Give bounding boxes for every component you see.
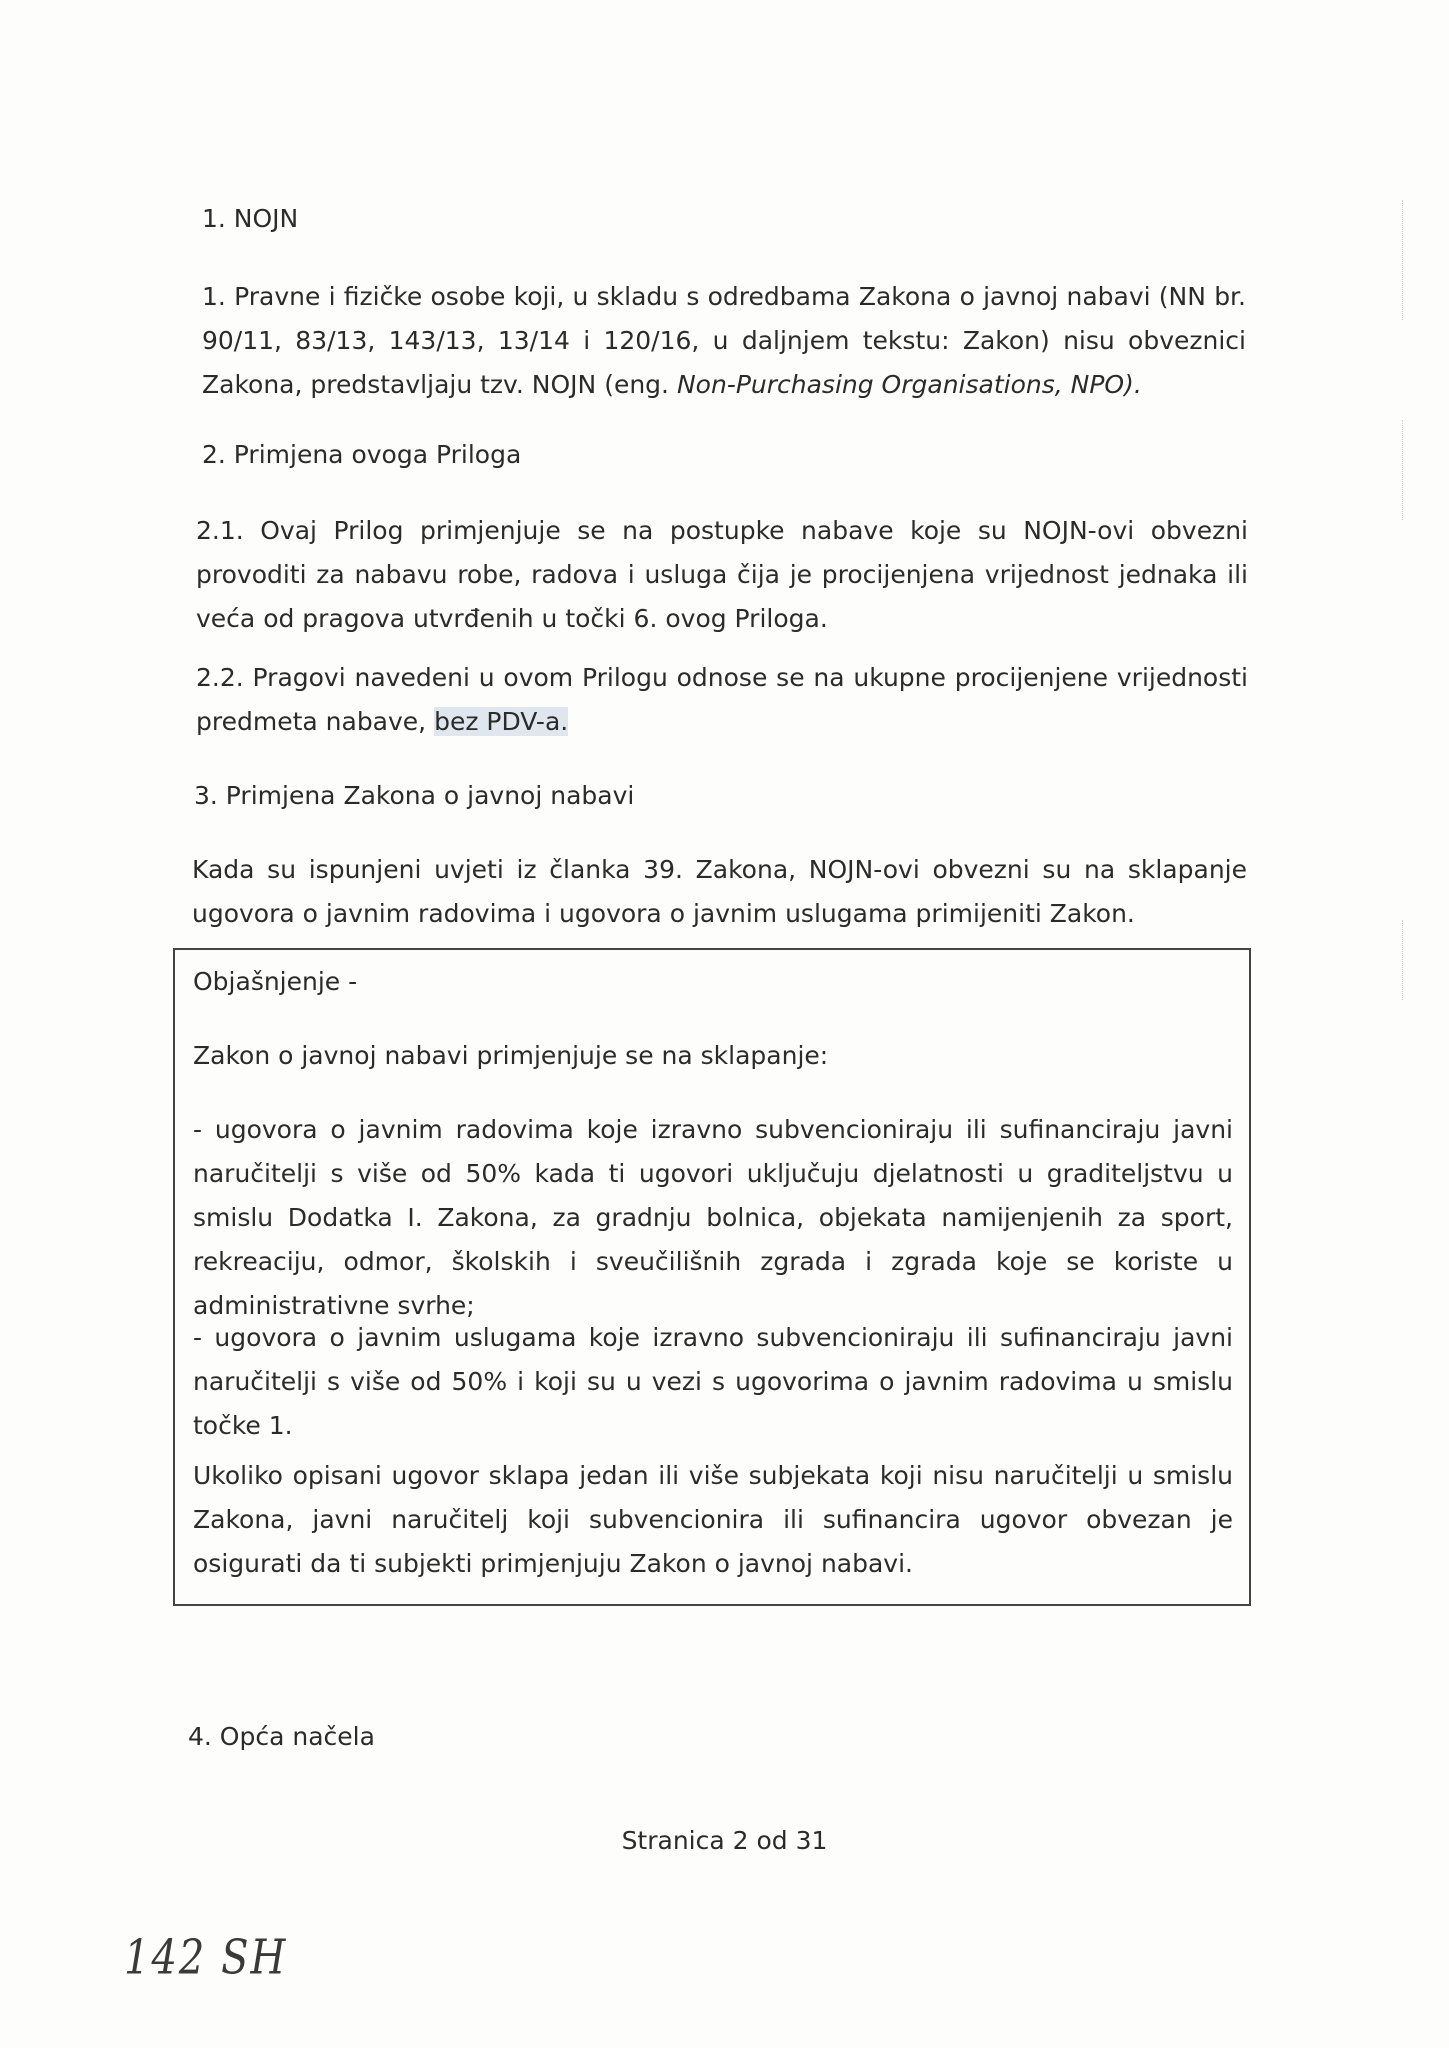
explanation-title: Objašnjenje -: [193, 967, 358, 996]
section-4-heading: 4. Opća načela: [188, 1722, 375, 1751]
page-footer: Stranica 2 od 31: [621, 1826, 828, 1855]
explanation-item-1: - ugovora o javnim radovima koje izravno subvencioniraju ili sufinanciraju javni naručitelji s više od 50% kada ti ugovori uključuju djelatnosti u graditeljstvu u smislu Dodatka I. Zakona, za gradnju bolnica, objekata namijenjenih za sport, rekreaciju, odmor, školskih i sveučilišnih zgrada i zgrada koje se koriste u administrativne svrhe;: [193, 1115, 1233, 1320]
explanation-intro: Zakon o javnoj nabavi primjenjuje se na sklapanje:: [193, 1041, 829, 1070]
explanation-item-2: - ugovora o javnim uslugama koje izravno subvencioniraju ili sufinanciraju javni naručitelji s više od 50% i koji su u vezi s ugovorima o javnim radovima u smislu točke 1.: [193, 1323, 1233, 1440]
section-1-heading: 1. NOJN: [202, 204, 299, 233]
scan-artifact: [1402, 200, 1409, 320]
paragraph-2-1: 2.1. Ovaj Prilog primjenjuje se na postupke nabave koje su NOJN-ovi obvezni provoditi za nabavu robe, radova i usluga čija je procijenjena vrijednost jednaka ili veća od pragova utvrđenih u točki 6. ovog Priloga.: [196, 516, 1248, 633]
explanation-box: [173, 948, 1251, 1606]
paragraph-2-2-text: 2.2. Pragovi navedeni u ovom Prilogu odnose se na ukupne procijenjene vrijednosti predmeta nabave,: [196, 663, 1248, 736]
paragraph-1: [202, 275, 1246, 407]
explanation-closing: Ukoliko opisani ugovor sklapa jedan ili više subjekata koji nisu naručitelji u smislu Zakona, javni naručitelj koji subvencionira ili sufinancira ugovor obvezan je osigurati da ti subjekti primjenjuju Zakon o javnoj nabavi.: [193, 1461, 1233, 1578]
section-2-heading: 2. Primjena ovoga Priloga: [202, 440, 522, 469]
paragraph-1-italic: Non-Purchasing Organisations, NPO).: [676, 370, 1142, 399]
paragraph-3: Kada su ispunjeni uvjeti iz članka 39. Zakona, NOJN-ovi obvezni su na sklapanje ugovora o javnim radovima i ugovora o javnim uslugama primijeniti Zakon.: [192, 855, 1247, 928]
paragraph-1-text: 1. Pravne i fizičke osobe koji, u skladu s odredbama Zakona o javnoj nabavi (NN br. 90/11, 83/13, 143/13, 13/14 i 120/16, u daljnjem tekstu: Zakon) nisu obveznici Zakona, predstavljaju tzv. NOJN (eng.: [202, 282, 1246, 399]
paragraph-2-2: [196, 656, 1248, 744]
handwritten-note: 142 SH: [124, 1930, 288, 1986]
scan-artifact: [1402, 920, 1409, 1000]
section-3-heading: 3. Primjena Zakona o javnoj nabavi: [194, 781, 635, 810]
scan-artifact: [1402, 420, 1409, 520]
highlighted-text: bez PDV-a.: [434, 707, 569, 736]
